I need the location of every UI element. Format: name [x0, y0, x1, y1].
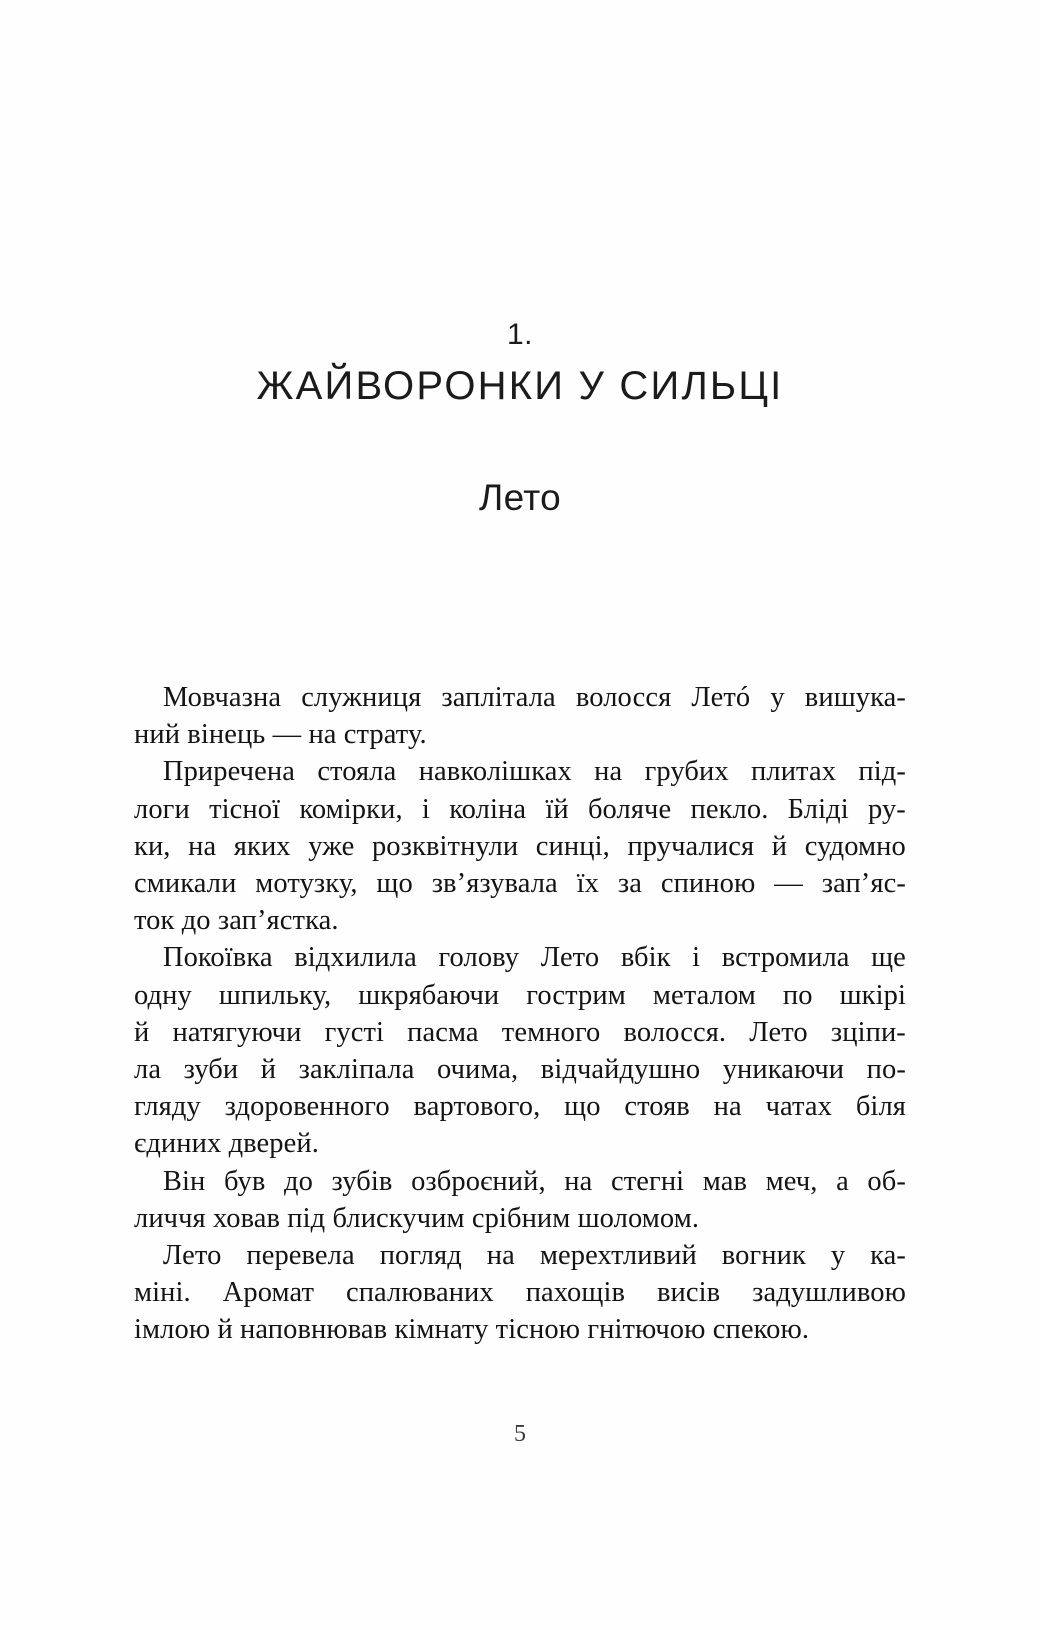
body-text [134, 679, 906, 1349]
text-line: Приречена стояла навколішках на грубих плитах під- [134, 756, 906, 788]
paragraph [134, 1237, 906, 1349]
page-number: 5 [514, 1421, 526, 1447]
chapter-title: ЖАЙВОРОНКИ У СИЛЬЦІ [256, 364, 784, 408]
paragraph [134, 753, 906, 939]
text-line: личчя ховав під блискучим срібним шоломом. [134, 1202, 700, 1234]
scene-subtitle: Лето [479, 477, 561, 518]
text-line: ний вінець — на страту. [134, 719, 427, 751]
text-line: імлою й наповнював кімнату тісною гнітючою спекою. [134, 1314, 810, 1346]
text-line: логи тісної комірки, і коліна їй боляче пекло. Бліді ру- [134, 793, 906, 825]
text-line: Лето перевела погляд на мерехтливий вогник у ка- [134, 1240, 906, 1272]
paragraph [134, 939, 906, 1162]
text-line: Він був до зубів озброєний, на стегні мав меч, а об- [134, 1165, 906, 1197]
paragraph [134, 679, 906, 753]
text-line: ток до зап’ястка. [134, 905, 339, 937]
paragraph [134, 1163, 906, 1237]
text-line: смикали мотузку, що зв’язувала їх за спиною — зап’яс- [134, 868, 906, 900]
text-line: єдиних дверей. [134, 1128, 319, 1160]
text-line: ки, на яких уже розквітнули синці, пручалися й судомно [134, 830, 906, 862]
text-line: одну шпильку, шкрябаючи гострим металом по шкірі [134, 979, 906, 1011]
text-line: гляду здоровенного вартового, що стояв на чатах біля [134, 1091, 906, 1123]
text-line: Покоївка відхилила голову Лето вбік і встромила ще [134, 942, 906, 974]
text-line: й натягуючи густі пасма темного волосся. Лето зціпи- [134, 1016, 906, 1048]
text-line: Мовчазна служниця заплітала волосся Летó у вишука- [134, 682, 906, 713]
chapter-heading [0, 318, 1040, 409]
text-line: міні. Аромат спалюваних пахощів висів задушливою [134, 1277, 906, 1309]
text-line: ла зуби й закліпала очима, відчайдушно уникаючи по- [134, 1054, 906, 1086]
chapter-number: 1. [506, 318, 534, 351]
